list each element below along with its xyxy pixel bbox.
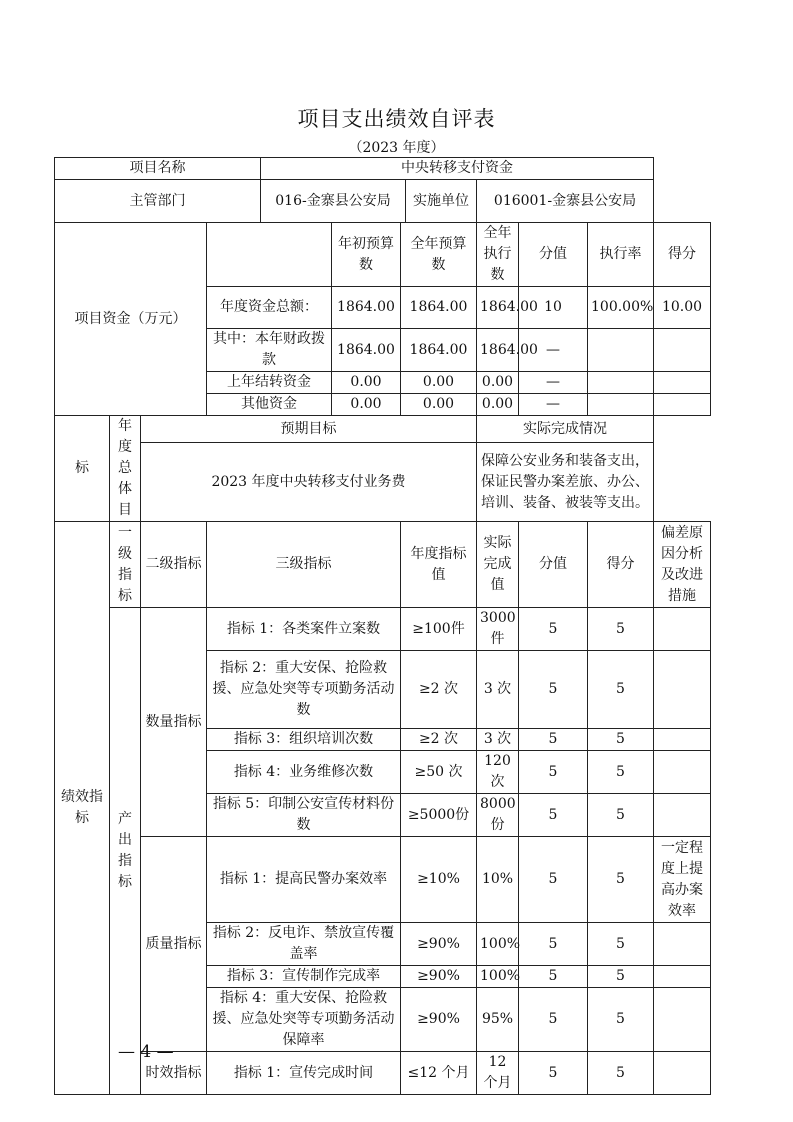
indicator-reason: 一定程度上提高办案效率 [654, 837, 711, 923]
indicator-target: ≥100件 [401, 608, 477, 651]
indicator-target: ≥2 次 [401, 651, 477, 729]
goals-header-row [55, 416, 711, 443]
goals-year-label: 年度总体目 [110, 416, 141, 522]
indicator-reason [654, 988, 711, 1052]
funds-row-v1: 0.00 [332, 372, 401, 394]
perf-header-actual: 实际完成值 [477, 522, 519, 608]
funds-row-rate [588, 329, 654, 372]
indicator-got: 5 [588, 837, 654, 923]
indicator-actual: 95% [477, 988, 519, 1052]
funds-row-label: 年度资金总额： [207, 287, 332, 329]
indicator-reason [654, 651, 711, 729]
funds-header-rate: 执行率 [588, 223, 654, 287]
perf-row [55, 608, 711, 651]
indicator-actual: 3 次 [477, 651, 519, 729]
level1-output-label: 产出指标 [110, 608, 141, 1095]
indicator-name: 指标 3：宣传制作完成率 [207, 966, 401, 988]
goals-actual-label: 实际完成情况 [477, 416, 654, 443]
funds-row-got [654, 329, 711, 372]
funds-header-row [55, 223, 711, 287]
indicator-reason [654, 1052, 711, 1095]
indicator-got: 5 [588, 1052, 654, 1095]
indicator-got: 5 [588, 751, 654, 794]
indicator-score: 5 [519, 966, 588, 988]
funds-row-v2: 0.00 [401, 372, 477, 394]
indicator-target: ≥5000份 [401, 794, 477, 837]
goals-expected-label: 预期目标 [141, 416, 477, 443]
funds-row-label: 其中：本年财政拨款 [207, 329, 332, 372]
funds-row-got [654, 372, 711, 394]
funds-row-v3: 0.00 [477, 372, 519, 394]
indicator-target: ≥10% [401, 837, 477, 923]
indicator-score: 5 [519, 651, 588, 729]
indicator-got: 5 [588, 608, 654, 651]
funds-row-label: 上年结转资金 [207, 372, 332, 394]
indicator-actual: 100% [477, 966, 519, 988]
funds-header-blank [207, 223, 332, 287]
funds-header-score: 分值 [519, 223, 588, 287]
perf-header-got: 得分 [588, 522, 654, 608]
performance-table [54, 157, 711, 1095]
funds-header-exec: 全年执行数 [477, 223, 519, 287]
impl-value: 016001-金寨县公安局 [477, 180, 654, 223]
timeliness-label: 时效指标 [141, 1052, 207, 1095]
year-subtitle: （2023 年度） [348, 140, 445, 156]
perf-header-level3: 三级指标 [207, 522, 401, 608]
perf-header-target: 年度指标值 [401, 522, 477, 608]
indicator-score: 5 [519, 923, 588, 966]
funds-row-v3: 0.00 [477, 394, 519, 416]
funds-row-v3: 1864.00 [477, 287, 519, 329]
page-number: — 4 — [118, 1042, 174, 1062]
funds-header-initial: 年初预算数 [332, 223, 401, 287]
indicator-got: 5 [588, 729, 654, 751]
indicator-reason [654, 608, 711, 651]
perf-section-label: 绩效指标 [55, 522, 110, 1095]
funds-row-score: — [519, 372, 588, 394]
indicator-score: 5 [519, 988, 588, 1052]
indicator-target: ≥2 次 [401, 729, 477, 751]
indicator-got: 5 [588, 923, 654, 966]
project-name-row [55, 158, 711, 180]
indicator-reason [654, 923, 711, 966]
perf-header-reason: 偏差原因分析及改进措施 [654, 522, 711, 608]
indicator-reason [654, 966, 711, 988]
indicator-target: ≤12 个月 [401, 1052, 477, 1095]
page-title: 项目支出绩效自评表 [297, 107, 496, 131]
dept-label: 主管部门 [55, 180, 261, 223]
impl-label: 实施单位 [406, 180, 477, 223]
indicator-score: 5 [519, 837, 588, 923]
indicator-name: 指标 1：各类案件立案数 [207, 608, 401, 651]
funds-row-v2: 1864.00 [401, 287, 477, 329]
funds-row-rate [588, 372, 654, 394]
funds-row-v2: 0.00 [401, 394, 477, 416]
funds-row-label: 其他资金 [207, 394, 332, 416]
goals-expected-value: 2023 年度中央转移支付业务费 [141, 443, 477, 522]
indicator-actual: 3000 件 [477, 608, 519, 651]
indicator-name: 指标 4：重大安保、抢险救援、应急处突等专项勤务活动保障率 [207, 988, 401, 1052]
goals-content-row [55, 443, 711, 522]
indicator-name: 指标 2：反电诈、禁放宣传覆盖率 [207, 923, 401, 966]
indicator-score: 5 [519, 608, 588, 651]
funds-row-score: — [519, 329, 588, 372]
funds-row-v1: 1864.00 [332, 287, 401, 329]
indicator-actual: 100% [477, 923, 519, 966]
indicator-actual: 8000 份 [477, 794, 519, 837]
funds-row-score: — [519, 394, 588, 416]
indicator-actual: 120 次 [477, 751, 519, 794]
indicator-target: ≥90% [401, 966, 477, 988]
funds-row-got [654, 394, 711, 416]
indicator-name: 指标 1：提高民警办案效率 [207, 837, 401, 923]
funds-row-score: 10 [519, 287, 588, 329]
indicator-got: 5 [588, 988, 654, 1052]
funds-label: 项目资金（万元） [55, 223, 207, 416]
indicator-actual: 3 次 [477, 729, 519, 751]
project-name-label: 项目名称 [55, 158, 261, 180]
indicator-got: 5 [588, 966, 654, 988]
funds-header-got: 得分 [654, 223, 711, 287]
goals-left-label: 标 [55, 416, 110, 522]
funds-row-v2: 1864.00 [401, 329, 477, 372]
perf-header-row [55, 522, 711, 608]
indicator-got: 5 [588, 651, 654, 729]
funds-row-v1: 0.00 [332, 394, 401, 416]
funds-header-annual: 全年预算数 [401, 223, 477, 287]
indicator-target: ≥50 次 [401, 751, 477, 794]
indicator-name: 指标 1：宣传完成时间 [207, 1052, 401, 1095]
indicator-actual: 10% [477, 837, 519, 923]
perf-header-level1: 一级指标 [110, 522, 141, 608]
funds-row-rate [588, 394, 654, 416]
indicator-target: ≥90% [401, 988, 477, 1052]
indicator-name: 指标 3：组织培训次数 [207, 729, 401, 751]
dept-value: 016-金寨县公安局 [261, 180, 406, 223]
funds-row-got: 10.00 [654, 287, 711, 329]
project-name-value: 中央转移支付资金 [261, 158, 654, 180]
funds-row-v1: 1864.00 [332, 329, 401, 372]
indicator-got: 5 [588, 794, 654, 837]
funds-row-v3: 1864.00 [477, 329, 519, 372]
quality-label: 质量指标 [141, 837, 207, 1052]
indicator-actual: 12 个月 [477, 1052, 519, 1095]
perf-header-level2: 二级指标 [141, 522, 207, 608]
indicator-score: 5 [519, 729, 588, 751]
indicator-score: 5 [519, 751, 588, 794]
indicator-score: 5 [519, 1052, 588, 1095]
indicator-target: ≥90% [401, 923, 477, 966]
indicator-reason [654, 794, 711, 837]
goals-actual-value: 保障公安业务和装备支出，保证民警办案差旅、办公、培训、装备、被装等支出。 [477, 443, 654, 522]
indicator-reason [654, 729, 711, 751]
perf-row [55, 837, 711, 923]
department-row [55, 180, 711, 223]
funds-row-rate: 100.00% [588, 287, 654, 329]
indicator-name: 指标 2：重大安保、抢险救援、应急处突等专项勤务活动数 [207, 651, 401, 729]
indicator-score: 5 [519, 794, 588, 837]
perf-header-score: 分值 [519, 522, 588, 608]
indicator-reason [654, 751, 711, 794]
indicator-name: 指标 4：业务维修次数 [207, 751, 401, 794]
quantity-label: 数量指标 [141, 608, 207, 837]
indicator-name: 指标 5：印制公安宣传材料份数 [207, 794, 401, 837]
